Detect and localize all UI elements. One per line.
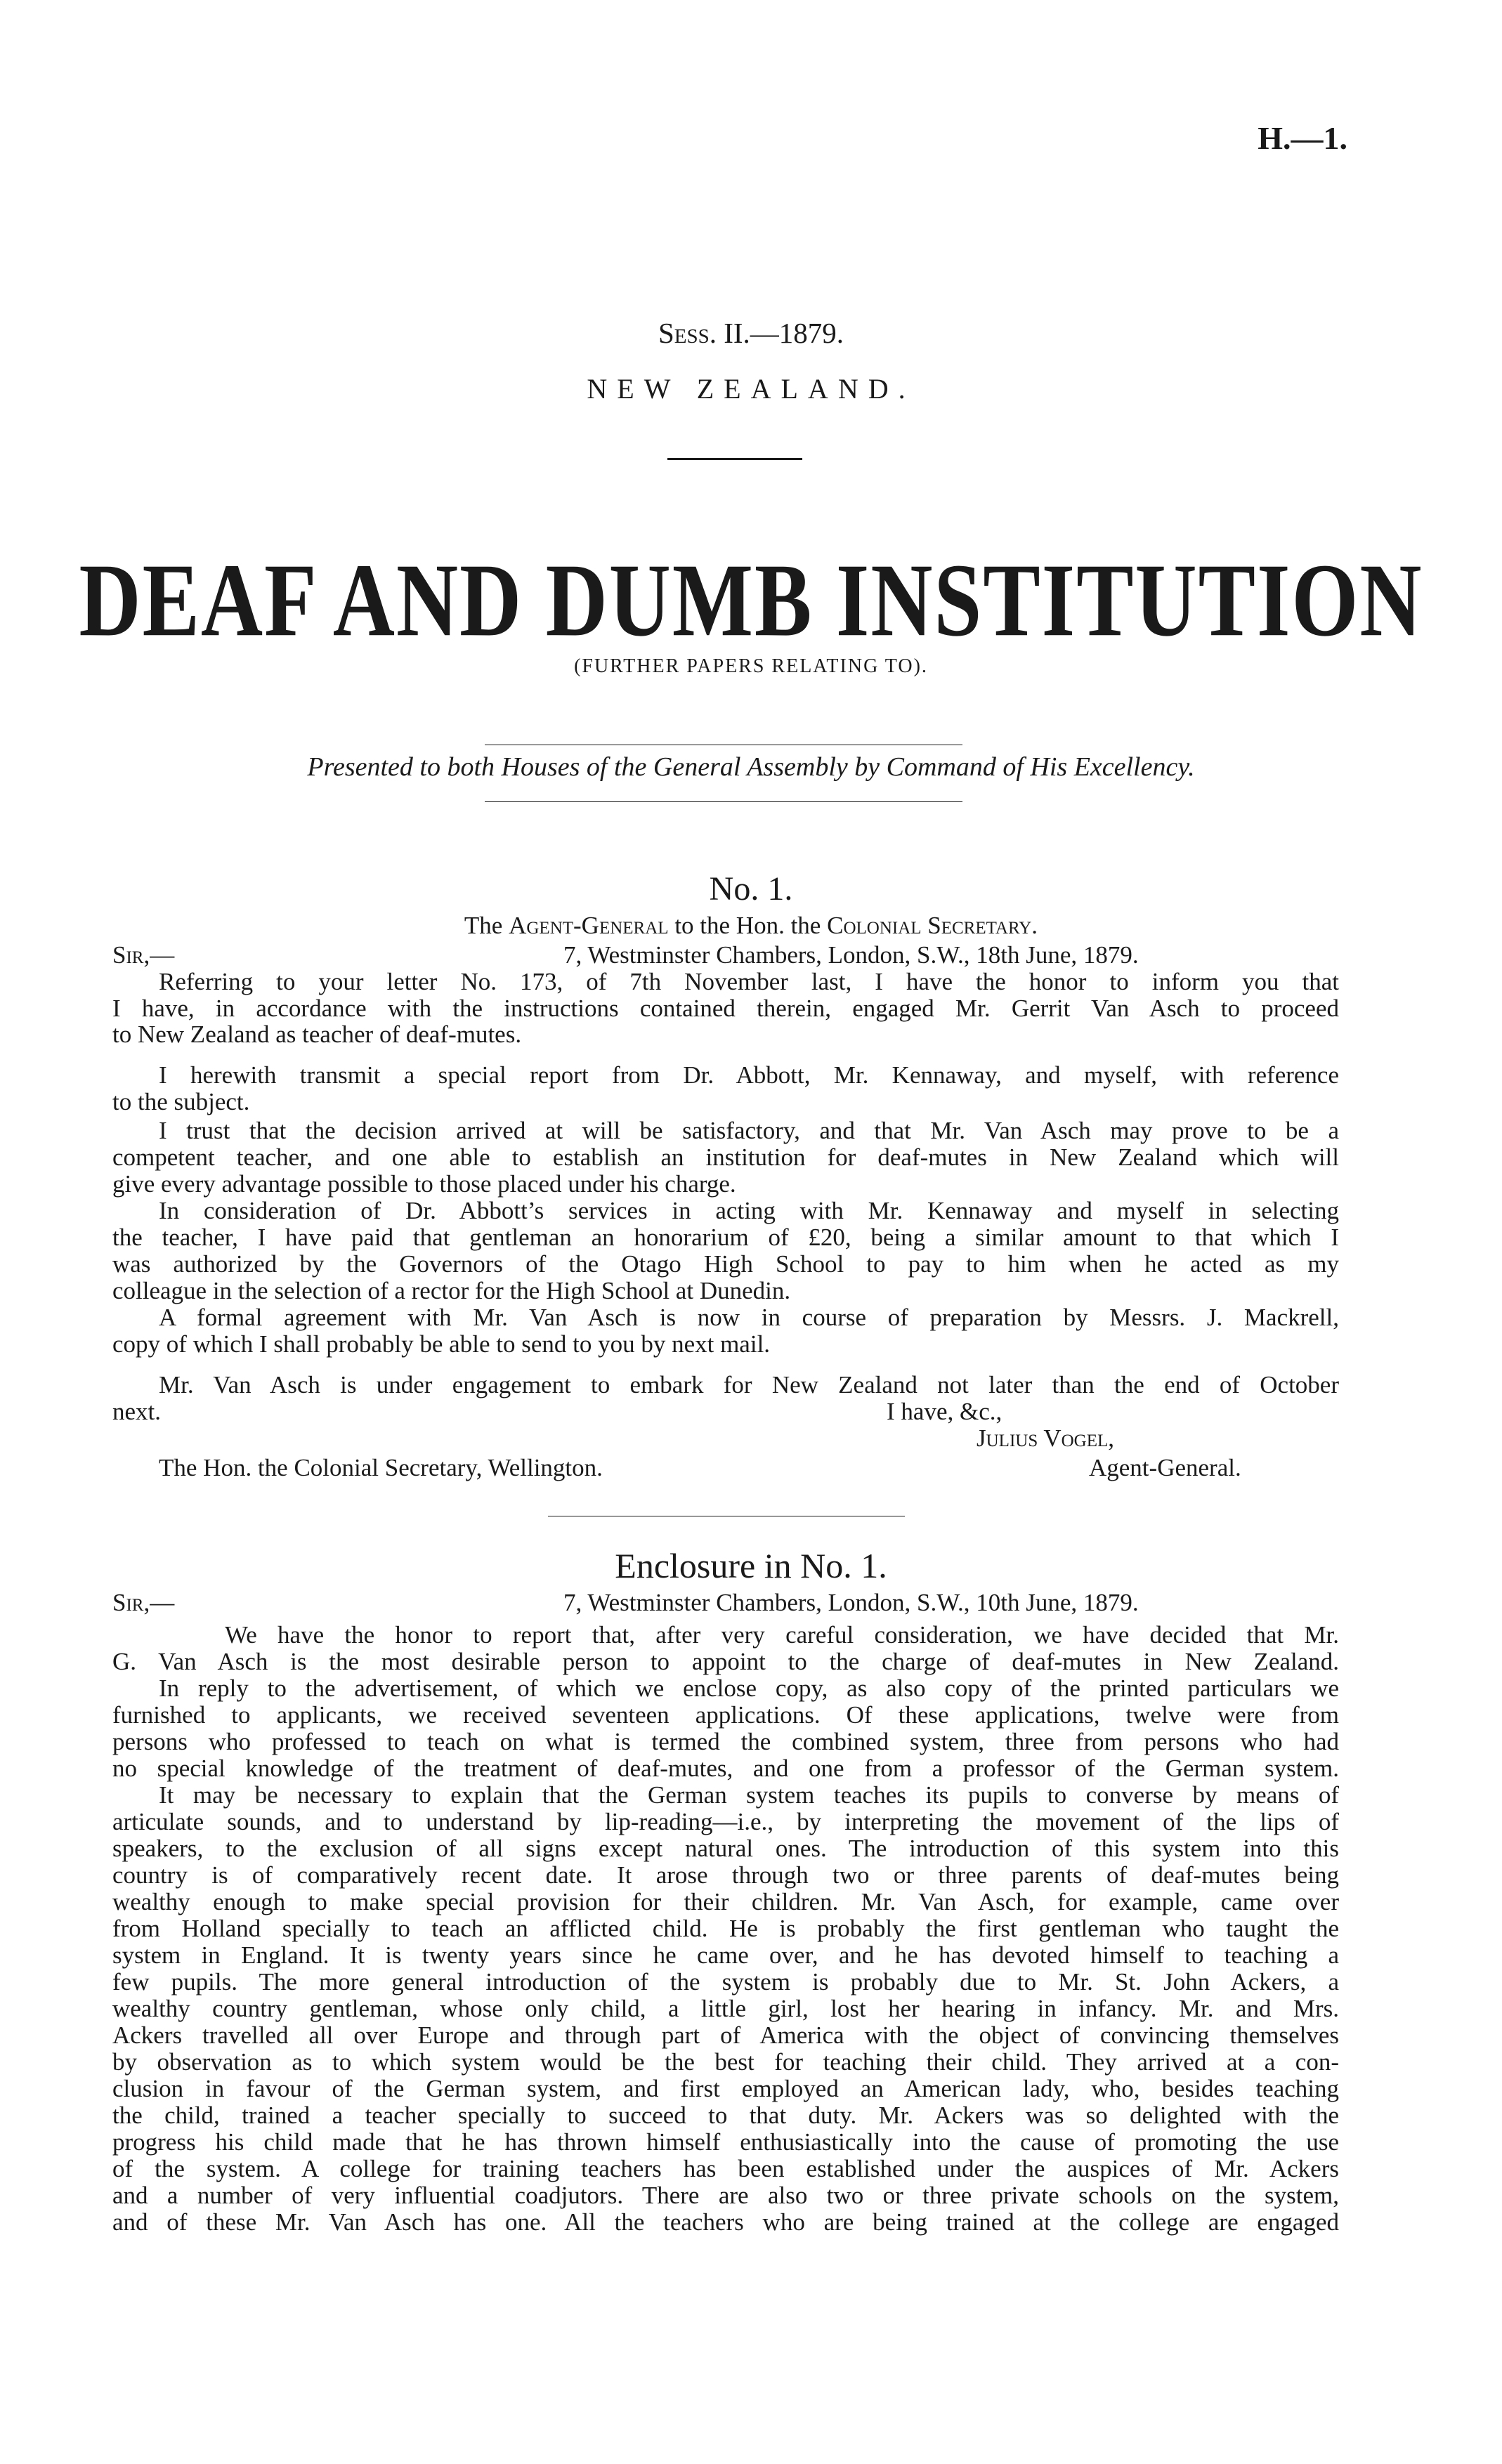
letter-addressee: The Hon. the Colonial Secretary, Wellington. xyxy=(159,1454,603,1481)
letter-text-line: was authorized by the Governors of the Otago High School to pay to him when he acted as my xyxy=(112,1250,1339,1278)
session-line: Sess. II.—1879. xyxy=(658,317,844,349)
enclosure-text-line: clusion in favour of the German system, and first employed an American lady, who, besides teaching xyxy=(112,2075,1339,2102)
divider xyxy=(485,801,962,802)
enclosure-text-line: of the system. A college for training teachers has been established under the auspices of Mr. Ackers xyxy=(112,2155,1339,2182)
country-line: NEW ZEALAND. xyxy=(587,373,915,405)
divider xyxy=(667,458,802,460)
presented-line: Presented to both Houses of the General Assembly by Command of His Excellency. xyxy=(307,752,1195,782)
enclosure-text-line: and a number of very influential coadjutors. There are also two or three private schools on the system, xyxy=(112,2182,1339,2209)
enclosure-text-line: wealthy enough to make special provision for their children. Mr. Van Asch, for example, came over xyxy=(112,1888,1339,1915)
letter-text-line: I have, in accordance with the instructions contained therein, engaged Mr. Gerrit Van Asch to proceed xyxy=(112,995,1339,1022)
letter-from-prefix: The xyxy=(464,912,503,939)
enclosure-text-line: the child, trained a teacher specially to succeed to that duty. Mr. Ackers was so delighted with the xyxy=(112,2102,1339,2129)
enclosure-salutation: Sir,— xyxy=(112,1589,175,1616)
enclosure-text-line: and of these Mr. Van Asch has one. All the teachers who are being trained at the college are engaged xyxy=(112,2208,1339,2236)
letter-text-line: Referring to your letter No. 173, of 7th November last, I have the honor to inform you that xyxy=(159,968,1339,995)
enclosure-text-line: Ackers travelled all over Europe and through part of America with the object of convincing themselves xyxy=(112,2021,1339,2049)
enclosure-text-line: furnished to applicants, we received seventeen applications. Of these applications, twelve were from xyxy=(112,1701,1339,1729)
document-subtitle: (FURTHER PAPERS RELATING TO). xyxy=(574,655,928,677)
enclosure-text-line: It may be necessary to explain that the German system teaches its pupils to converse by means of xyxy=(159,1781,1339,1809)
enclosure-text-line: We have the honor to report that, after very careful consideration, we have decided that Mr. xyxy=(225,1621,1339,1649)
letter-text-line: colleague in the selection of a rector for the High School at Dunedin. xyxy=(112,1277,791,1304)
enclosure-text-line: articulate sounds, and to understand by lip-reading—i.e., by interpreting the movement of the lips of xyxy=(112,1808,1339,1835)
letter-signature-title: Agent-General. xyxy=(1089,1454,1241,1481)
letter-salutation: Sir,— xyxy=(112,941,175,969)
letter-text-line: give every advantage possible to those placed under his charge. xyxy=(112,1170,736,1198)
letter-address-line xyxy=(0,912,1502,940)
letter-to: Colonial Secretary. xyxy=(827,912,1038,939)
letter-text-line: I trust that the decision arrived at will be satisfactory, and that Mr. Van Asch may prove to be a xyxy=(159,1117,1339,1144)
letter-text-line: next. xyxy=(112,1398,162,1425)
enclosure-text-line: few pupils. The more general introduction of the system is probably due to Mr. St. John Ackers, a xyxy=(112,1968,1339,1996)
letter-text-line: the teacher, I have paid that gentleman an honorarium of £20, being a similar amount to that which I xyxy=(112,1224,1339,1251)
enclosure-text-line: progress his child made that he has thrown himself enthusiastically into the cause of promoting the use xyxy=(112,2128,1339,2156)
enclosure-text-line: In reply to the advertisement, of which we enclose copy, as also copy of the printed particulars we xyxy=(159,1675,1339,1702)
enclosure-text-line: speakers, to the exclusion of all signs except natural ones. The introduction of this system into this xyxy=(112,1835,1339,1862)
letter-address-date: 7, Westminster Chambers, London, S.W., 18th June, 1879. xyxy=(563,941,1139,969)
enclosure-text-line: no special knowledge of the treatment of deaf-mutes, and one from a professor of the German system. xyxy=(112,1755,1339,1782)
letter-text-line: Mr. Van Asch is under engagement to embark for New Zealand not later than the end of October xyxy=(159,1371,1339,1398)
letter-to-prefix: to the Hon. the xyxy=(674,912,821,939)
enclosure-text-line: persons who professed to teach on what is termed the combined system, three from persons who had xyxy=(112,1728,1339,1755)
letter-text-line: copy of which I shall probably be able to send to you by next mail. xyxy=(112,1330,771,1358)
letter-text-line: In consideration of Dr. Abbott’s services in acting with Mr. Kennaway and myself in selecting xyxy=(159,1197,1339,1224)
enclosure-text-line: wealthy country gentleman, whose only child, a little girl, lost her hearing in infancy. Mr. and Mrs. xyxy=(112,1995,1339,2022)
enclosure-text-line: country is of comparatively recent date. It arose through two or three parents of deaf-mutes being xyxy=(112,1861,1339,1889)
letter-closing: I have, &c., xyxy=(887,1398,1003,1425)
letter-number: No. 1. xyxy=(709,870,793,907)
enclosure-text-line: from Holland specially to teach an afflicted child. He is probably the first gentleman who taught the xyxy=(112,1915,1339,1942)
document-title: DEAF AND DUMB INSTITUTION xyxy=(79,542,1423,659)
enclosure-text-line: system in England. It is twenty years since he came over, and he has devoted himself to teaching a xyxy=(112,1941,1339,1969)
letter-text-line: competent teacher, and one able to establish an institution for deaf-mutes in New Zealand which will xyxy=(112,1143,1339,1171)
letter-text-line: to the subject. xyxy=(112,1088,250,1115)
enclosure-text-line: G. Van Asch is the most desirable person to appoint to the charge of deaf-mutes in New Zealand. xyxy=(112,1648,1339,1675)
enclosure-heading: Enclosure in No. 1. xyxy=(615,1546,887,1585)
page-number: H.—1. xyxy=(1258,120,1347,156)
enclosure-text-line: by observation as to which system would be the best for teaching their child. They arrived at a con- xyxy=(112,2048,1339,2076)
enclosure-address-date: 7, Westminster Chambers, London, S.W., 10th June, 1879. xyxy=(563,1589,1139,1616)
letter-text-line: A formal agreement with Mr. Van Asch is now in course of preparation by Messrs. J. Mackrell, xyxy=(159,1304,1339,1331)
letter-text-line: to New Zealand as teacher of deaf-mutes. xyxy=(112,1021,522,1048)
letter-signature: Julius Vogel, xyxy=(977,1424,1115,1452)
letter-text-line: I herewith transmit a special report from Dr. Abbott, Mr. Kennaway, and myself, with reference xyxy=(159,1061,1339,1089)
letter-from: Agent-General xyxy=(509,912,669,939)
